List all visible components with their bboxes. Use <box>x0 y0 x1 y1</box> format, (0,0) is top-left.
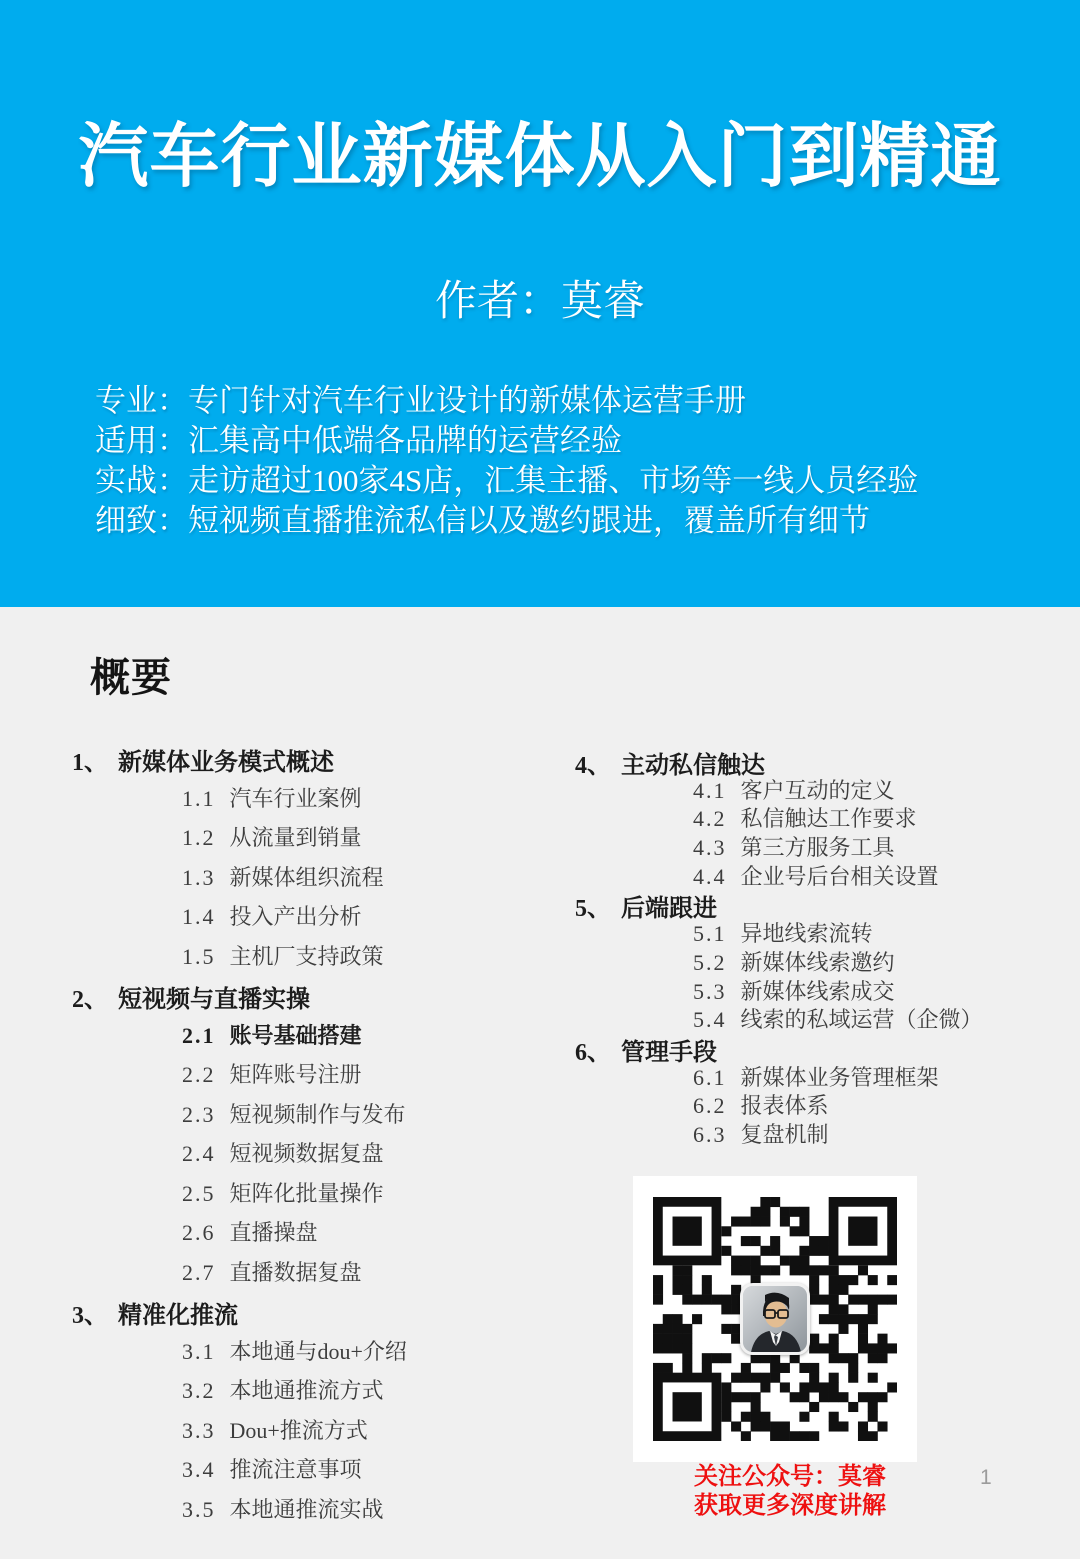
toc-item-number: 2.2 <box>182 1062 216 1087</box>
toc-item-number: 2.7 <box>182 1259 216 1285</box>
toc-item-label: 企业号后台相关设置 <box>740 863 939 889</box>
toc-item-number: 2.5 <box>182 1180 216 1206</box>
toc-item-label: 推流注意事项 <box>229 1457 362 1482</box>
hero-point: 专业：专门针对汽车行业设计的新媒体运营手册 <box>95 383 746 418</box>
toc-column-right <box>575 745 1065 1147</box>
toc-item-label: 直播数据复盘 <box>229 1259 362 1285</box>
hero-points <box>95 381 1040 541</box>
toc-item <box>72 782 552 822</box>
toc-item <box>575 975 1065 1004</box>
toc-item-label: 异地线索流转 <box>740 921 873 947</box>
toc-item-number: 3.3 <box>182 1417 216 1443</box>
toc-section-number: 2、 <box>72 987 108 1013</box>
toc-item-number: 2.6 <box>182 1220 216 1245</box>
toc-item-label: 线索的私域运营（企微） <box>740 1007 983 1033</box>
toc-item-label: 客户互动的定义 <box>740 777 895 803</box>
toc-item-number: 6.3 <box>693 1121 727 1147</box>
toc-item-label: 新媒体线索成交 <box>740 978 895 1004</box>
toc-item <box>575 860 1065 889</box>
toc-item <box>575 802 1065 831</box>
toc-item-number: 5.4 <box>693 1007 727 1033</box>
toc-item <box>72 900 552 940</box>
toc-section-number: 6、 <box>575 1039 611 1066</box>
hero-point: 适用：汇集高中低端各品牌的运营经验 <box>95 423 622 458</box>
toc-item <box>72 1335 552 1375</box>
toc-item-label: 短视频数据复盘 <box>229 1141 384 1166</box>
toc-item-label: 报表体系 <box>740 1093 829 1119</box>
person-portrait-icon <box>743 1286 807 1352</box>
toc-item <box>72 821 552 861</box>
toc-section-title <box>72 742 552 782</box>
toc-item-number: 2.1 <box>182 1022 216 1048</box>
toc-item-number: 4.1 <box>693 777 727 803</box>
toc-item <box>72 1453 552 1493</box>
toc-item-number: 1.2 <box>182 825 216 850</box>
toc-item-label: 账号基础搭建 <box>229 1022 362 1048</box>
qr-caption-line1: 关注公众号：莫睿 <box>694 1463 886 1490</box>
toc-item-label: 第三方服务工具 <box>740 835 895 861</box>
qr-caption-line2: 获取更多深度讲解 <box>694 1492 886 1519</box>
toc-item-label: Dou+推流方式 <box>229 1417 368 1443</box>
toc-item-label: 新媒体线索邀约 <box>740 949 895 975</box>
toc-item <box>72 1137 552 1177</box>
toc-item-label: 直播操盘 <box>229 1220 318 1245</box>
toc-section-label: 短视频与直播实操 <box>118 987 310 1013</box>
toc-item <box>72 1019 552 1059</box>
toc-item <box>575 1118 1065 1147</box>
qr-card <box>633 1176 917 1462</box>
toc-item-number: 3.4 <box>182 1457 216 1482</box>
toc-item <box>72 1177 552 1217</box>
toc-item-label: 短视频制作与发布 <box>229 1101 406 1127</box>
toc-item-label: 私信触达工作要求 <box>740 806 917 832</box>
toc-item-label: 汽车行业案例 <box>229 785 362 811</box>
toc-item <box>72 1058 552 1098</box>
hero-point: 实战：走访超过100家4S店，汇集主播、市场等一线人员经验 <box>95 463 919 498</box>
toc-section-title <box>575 1032 1065 1066</box>
toc-section-title <box>72 979 552 1019</box>
toc-section-number: 1、 <box>72 750 108 776</box>
toc-item-number: 3.5 <box>182 1496 216 1522</box>
toc-item <box>72 940 552 980</box>
toc-section-title <box>72 1295 552 1335</box>
toc-section-label: 精准化推流 <box>118 1303 238 1329</box>
toc-item-number: 5.3 <box>693 978 727 1004</box>
author-avatar <box>740 1283 810 1355</box>
toc-item <box>72 1216 552 1256</box>
toc-section-label: 后端跟进 <box>621 896 717 923</box>
toc-item-label: 本地通推流方式 <box>229 1378 384 1403</box>
toc-item-label: 矩阵化批量操作 <box>229 1180 384 1206</box>
book-title: 汽车行业新媒体从入门到精通 <box>78 117 1002 195</box>
toc-section-title <box>575 745 1065 779</box>
toc-item <box>72 1414 552 1454</box>
toc-item-number: 1.4 <box>182 904 216 929</box>
toc-item-number: 3.2 <box>182 1378 216 1403</box>
toc-section-label: 主动私信触达 <box>621 753 765 779</box>
toc-item <box>72 1098 552 1138</box>
toc-item-number: 5.2 <box>693 949 727 975</box>
toc-item-number: 6.1 <box>693 1064 727 1090</box>
toc-item-number: 2.4 <box>182 1141 216 1166</box>
toc-item-label: 投入产出分析 <box>229 904 362 929</box>
toc-section-title <box>575 888 1065 923</box>
toc-item <box>72 1256 552 1296</box>
toc-item-number: 4.2 <box>693 806 727 832</box>
toc-item-number: 1.1 <box>182 785 216 811</box>
toc-item-number: 2.3 <box>182 1101 216 1127</box>
toc-item-label: 主机厂支持政策 <box>229 943 384 969</box>
toc-item-number: 4.3 <box>693 835 727 861</box>
toc-item-label: 复盘机制 <box>740 1121 829 1147</box>
toc-item-number: 5.1 <box>693 921 727 947</box>
toc-section-label: 管理手段 <box>621 1039 717 1066</box>
toc-item-number: 1.3 <box>182 864 216 890</box>
toc-item-number: 4.4 <box>693 863 727 889</box>
author-line: 作者：莫睿 <box>434 279 645 325</box>
page-number: 1 <box>980 1466 992 1489</box>
toc-item-number: 3.1 <box>182 1338 216 1364</box>
toc-item-label: 从流量到销量 <box>229 825 362 850</box>
toc-item-label: 新媒体组织流程 <box>229 864 384 890</box>
qr-caption <box>694 1462 886 1520</box>
toc-item-label: 本地通与dou+介绍 <box>229 1338 407 1364</box>
hero-point: 细致：短视频直播推流私信以及邀约跟进，覆盖所有细节 <box>95 503 870 538</box>
toc-section-number: 4、 <box>575 753 611 779</box>
toc-item-number: 1.5 <box>182 943 216 969</box>
hero-header <box>0 0 1080 607</box>
toc-item <box>72 1374 552 1414</box>
toc-item-number: 6.2 <box>693 1093 727 1119</box>
toc-item <box>72 861 552 901</box>
toc-item-label: 矩阵账号注册 <box>229 1062 362 1087</box>
toc-item <box>575 831 1065 860</box>
toc-section-number: 5、 <box>575 896 611 923</box>
toc-item <box>575 1003 1065 1032</box>
toc-item-label: 新媒体业务管理框架 <box>740 1064 939 1090</box>
toc-item-label: 本地通推流实战 <box>229 1496 384 1522</box>
toc-item <box>575 946 1065 975</box>
toc-section-label: 新媒体业务模式概述 <box>118 750 334 776</box>
toc-column-left <box>72 742 552 1532</box>
toc-item <box>575 1089 1065 1118</box>
toc-section-number: 3、 <box>72 1303 108 1329</box>
overview-heading: 概要 <box>90 656 172 700</box>
toc-item <box>72 1493 552 1533</box>
